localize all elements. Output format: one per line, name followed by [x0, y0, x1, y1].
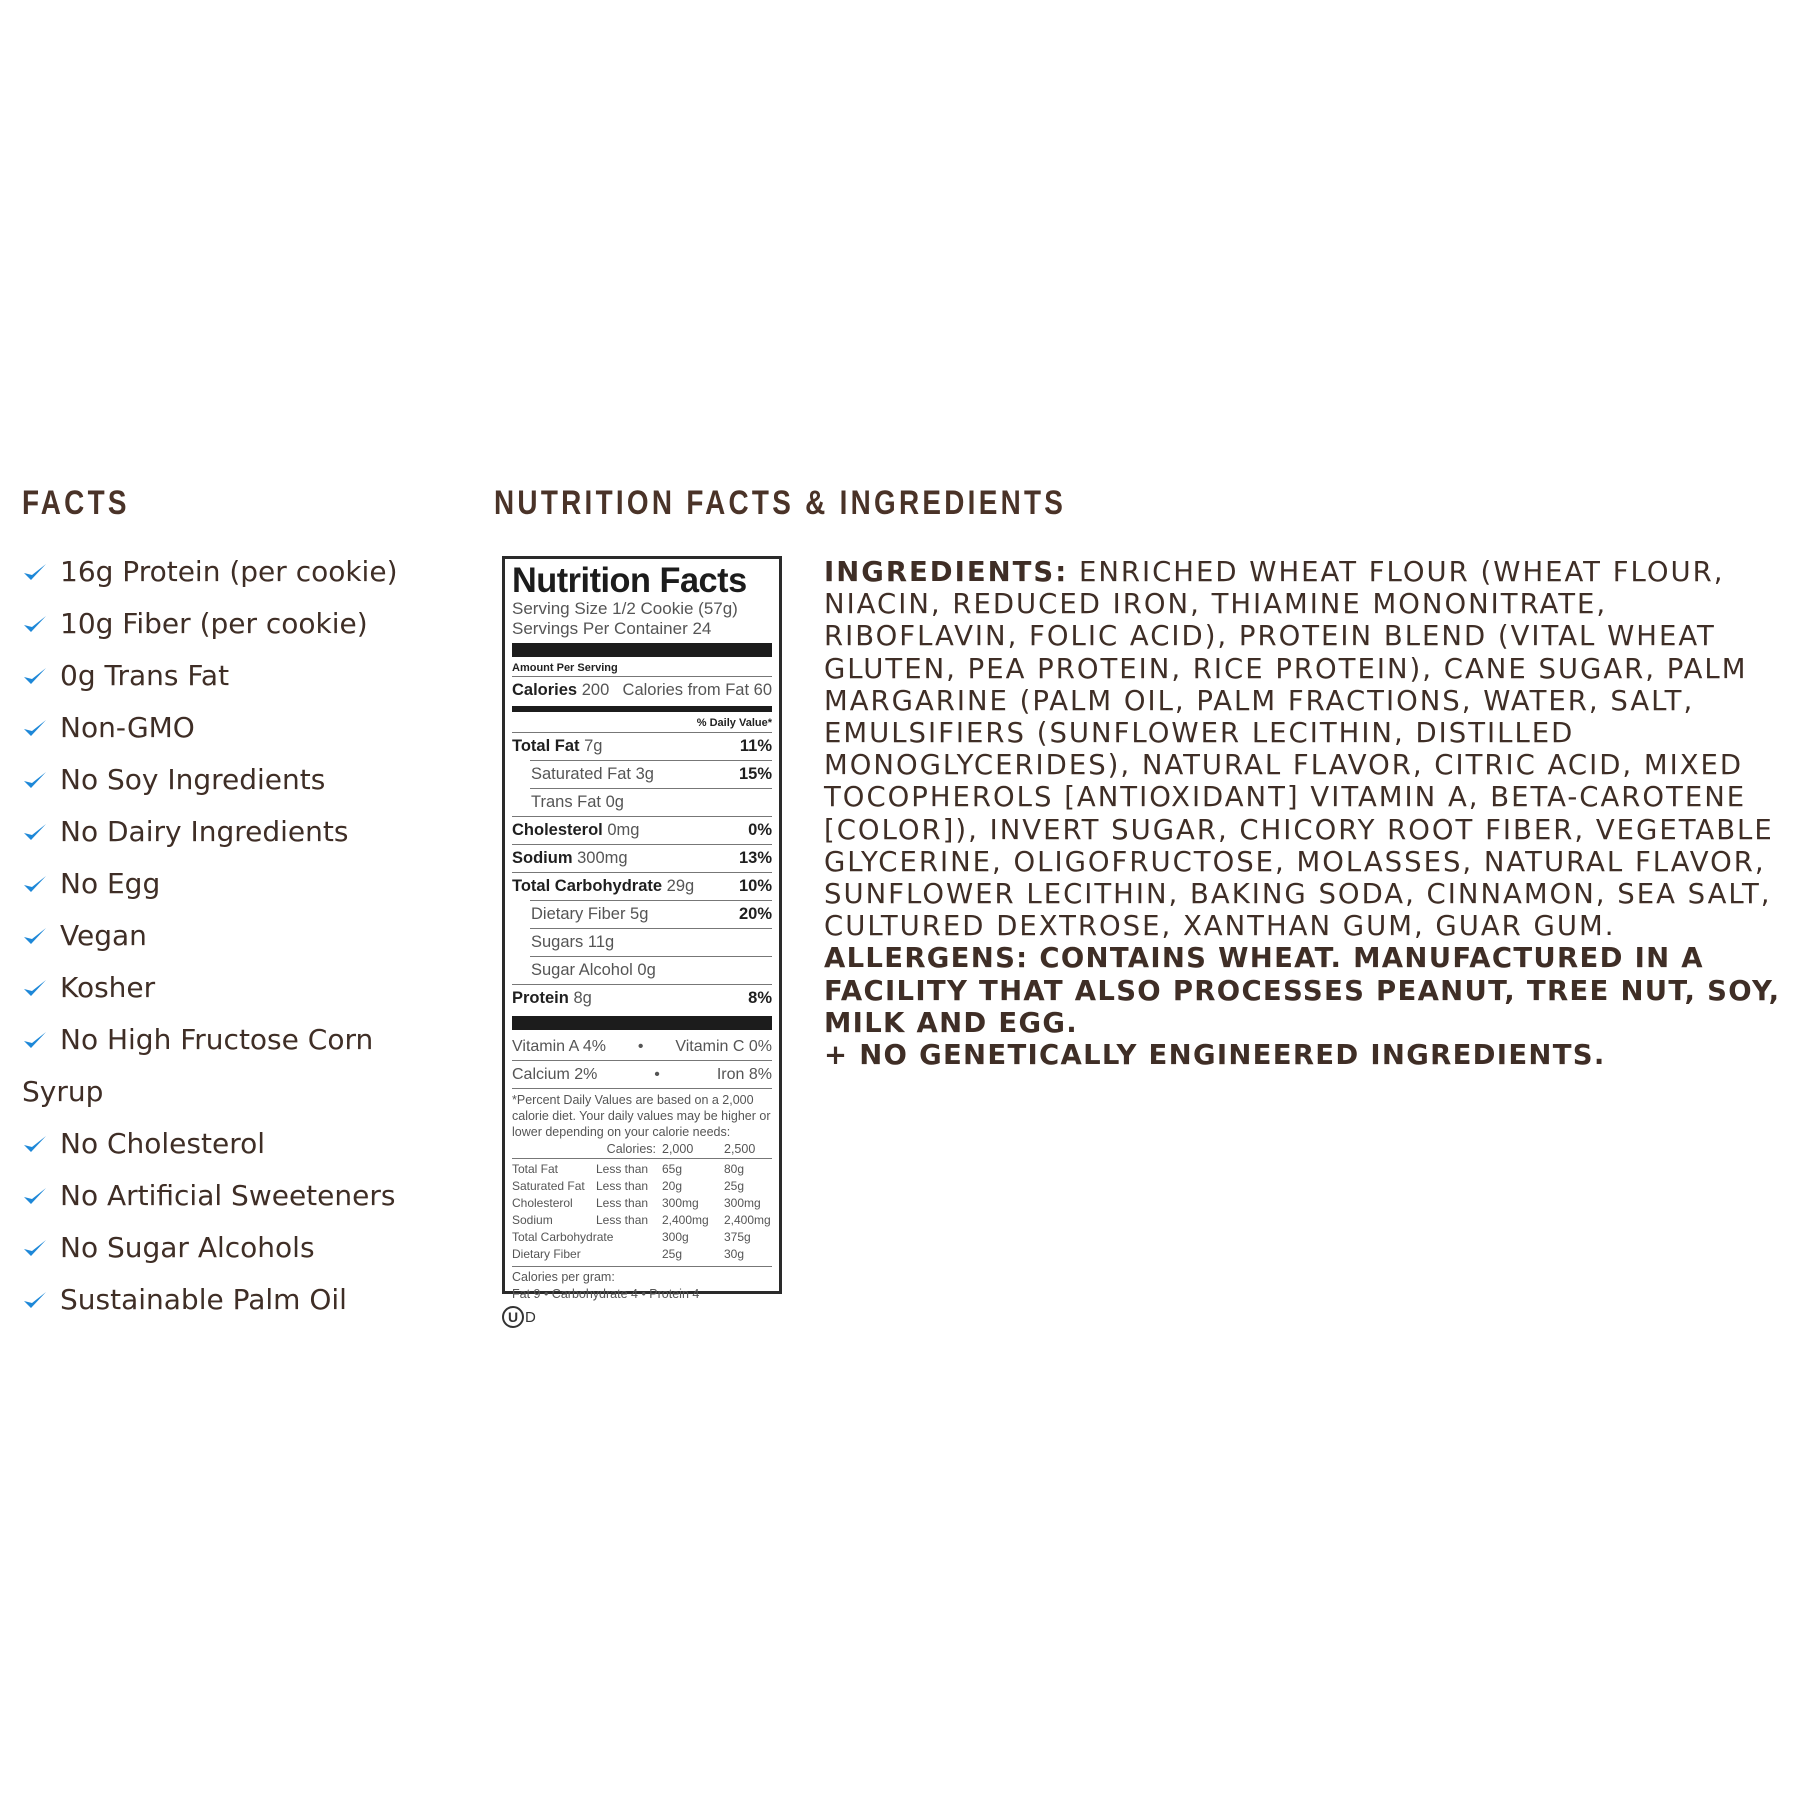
checkmark-icon: [22, 717, 60, 739]
servings-per-container: Servings Per Container 24: [512, 619, 712, 638]
ingredients-text: [824, 556, 1802, 942]
fact-item: 0g Trans Fat: [22, 649, 482, 701]
calories-per-gram: Fat 9 • Carbohydrate 4 • Protein 4: [512, 1287, 700, 1301]
fact-item: No High Fructose Corn: [22, 1013, 482, 1065]
fact-item: No Egg: [22, 857, 482, 909]
daily-value-footnote: *Percent Daily Values are based on a 2,000 calorie diet. Your daily values may be higher or lower depending on your calorie needs:: [512, 1093, 771, 1139]
calories-row: Calories 200 Calories from Fat 60: [512, 681, 772, 699]
ingredients-block: [824, 556, 1802, 1071]
checkmark-icon: [22, 1029, 60, 1051]
fact-item: 10g Fiber (per cookie): [22, 597, 482, 649]
nutrient-row-dietary-fiber: Dietary Fiber 5g 20%: [531, 905, 772, 923]
nutrient-row-sugars: Sugars 11g: [531, 933, 615, 951]
checkmark-icon: [22, 925, 60, 947]
dv-table-header: Calories: 2,000 2,500: [606, 1142, 756, 1156]
divider-thick: [512, 643, 772, 657]
non-ge-statement: + NO GENETICALLY ENGINEERED INGREDIENTS.: [824, 1039, 1606, 1072]
divider: [512, 1266, 772, 1267]
fact-item: Sustainable Palm Oil: [22, 1273, 482, 1325]
ingredients-label: INGREDIENTS:: [824, 556, 1069, 588]
nutrient-row-sugar-alcohol: Sugar Alcohol 0g: [531, 961, 656, 979]
serving-size: Serving Size 1/2 Cookie (57g): [512, 599, 738, 618]
kosher-ou-d-mark: U D: [502, 1306, 536, 1328]
nutrient-row-saturated-fat: Saturated Fat 3g 15%: [531, 765, 772, 783]
facts-heading: FACTS: [22, 484, 130, 522]
calories-per-gram-label: Calories per gram:: [512, 1270, 615, 1284]
dv-table: Total Fat Less than 65g 80g Saturated Fat Less than 20g 25g Cholesterol Less than 300mg 300mg Sodium Less than 2,400mg 2,400mg Total Carbohydrate 300g 375g Dietary Fiber 25g 30g: [512, 1162, 771, 1261]
checkmark-icon: [22, 1185, 60, 1207]
checkmark-icon: [22, 613, 60, 635]
fact-item: No Cholesterol: [22, 1117, 482, 1169]
fact-item: No Soy Ingredients: [22, 753, 482, 805]
fact-item: No Sugar Alcohols: [22, 1221, 482, 1273]
amount-per-serving: Amount Per Serving: [512, 662, 618, 674]
fact-item: No Artificial Sweeteners: [22, 1169, 482, 1221]
vitamin-row: Calcium 2% • Iron 8%: [512, 1065, 772, 1083]
vitamin-row: Vitamin A 4% • Vitamin C 0%: [512, 1037, 772, 1055]
nutrient-row-trans-fat: Trans Fat 0g: [531, 793, 624, 811]
fact-item: No Dairy Ingredients: [22, 805, 482, 857]
kosher-u-icon: U: [502, 1306, 524, 1328]
checkmark-icon: [22, 561, 60, 583]
fact-item: Kosher: [22, 961, 482, 1013]
checkmark-icon: [22, 1289, 60, 1311]
ingredients-list: ENRICHED WHEAT FLOUR (WHEAT FLOUR, NIACIN, REDUCED IRON, THIAMINE MONONITRATE, RIBOFLAVIN, FOLIC ACID), PROTEIN BLEND (VITAL WHEAT GLUTEN, PEA PROTEIN, RICE PROTEIN), CANE SUGAR, PALM MARGARINE (PALM OIL, PALM FRACTIONS, WATER, SALT, EMULSIFIERS (SUNFLOWER LECITHIN, DISTILLED MONOGLYCERIDES), NATURAL FLAVOR, CITRIC ACID, MIXED TOCOPHEROLS [ANTIOXIDANT] VITAMIN A, BETA-CAROTENE [COLOR]), INVERT SUGAR, CHICORY ROOT FIBER, VEGETABLE GLYCERINE, OLIGOFRUCTOSE, MOLASSES, NATURAL FLAVOR, SUNFLOWER LECITHIN, BAKING SODA, CINNAMON, SEA SALT, CULTURED DEXTROSE, XANTHAN GUM, GUAR GUM.: [824, 556, 1774, 943]
daily-value-header: % Daily Value*: [696, 717, 772, 729]
nutrient-row-total-carbohydrate: Total Carbohydrate 29g 10%: [512, 877, 772, 895]
nutrition-facts-label: [502, 556, 782, 1301]
calories-from-fat: Calories from Fat 60: [622, 681, 772, 699]
divider-medium: [512, 706, 772, 712]
fact-item: 16g Protein (per cookie): [22, 545, 482, 597]
checkmark-icon: [22, 821, 60, 843]
divider-thick: [512, 1016, 772, 1030]
facts-list: [22, 545, 482, 1325]
nutrient-row-total-fat: Total Fat 7g 11%: [512, 737, 772, 755]
nutrition-ingredients-heading: NUTRITION FACTS & INGREDIENTS: [494, 484, 1067, 522]
checkmark-icon: [22, 1237, 60, 1259]
fact-item: Vegan: [22, 909, 482, 961]
checkmark-icon: [22, 977, 60, 999]
checkmark-icon: [22, 1133, 60, 1155]
checkmark-icon: [22, 665, 60, 687]
divider: [512, 1088, 772, 1089]
nutrition-label-title: Nutrition Facts: [512, 561, 747, 600]
nutrient-row-sodium: Sodium 300mg 13%: [512, 849, 772, 867]
fact-item: Non-GMO: [22, 701, 482, 753]
facts-section: [22, 484, 482, 1325]
nutrient-row-protein: Protein 8g 8%: [512, 989, 772, 1007]
divider: [512, 1158, 772, 1159]
nutrient-row-cholesterol: Cholesterol 0mg 0%: [512, 821, 772, 839]
fact-item-continuation: Syrup: [22, 1075, 104, 1108]
checkmark-icon: [22, 873, 60, 895]
checkmark-icon: [22, 769, 60, 791]
allergens-statement: ALLERGENS: CONTAINS WHEAT. MANUFACTURED IN A FACILITY THAT ALSO PROCESSES PEANUT, TREE NUT, SOY, MILK AND EGG.: [824, 942, 1781, 1039]
